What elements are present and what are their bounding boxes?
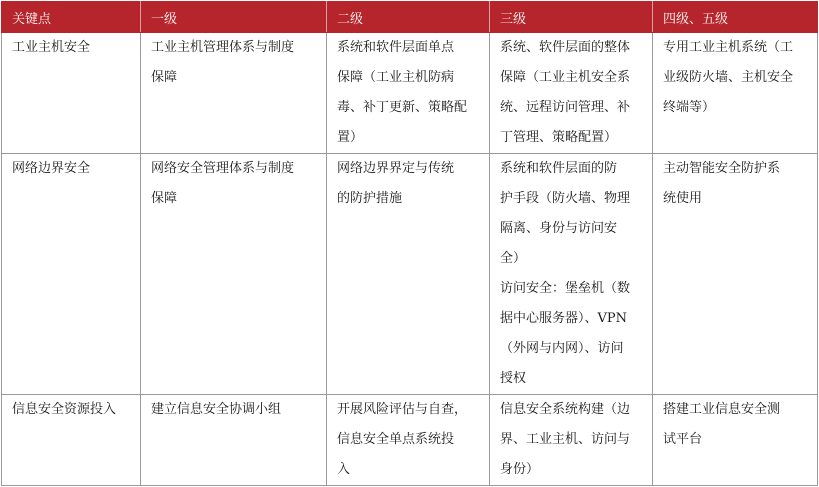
cell-line: 丁管理、策略配置） xyxy=(500,130,618,145)
cell-line: 全） xyxy=(500,251,527,266)
cell-level-3 xyxy=(490,395,653,486)
cell-line: 毒、补丁更新、策略配 xyxy=(337,100,468,115)
cell-level-1 xyxy=(141,395,327,486)
cell-level-4-5 xyxy=(653,154,818,395)
cell-line: 隔离、身份与访问安 xyxy=(500,221,618,236)
cell-line: 护手段（防火墙、物理 xyxy=(500,191,631,206)
security-maturity-table xyxy=(1,1,818,486)
cell-line: 入 xyxy=(337,462,351,477)
cell-key-point xyxy=(2,395,141,486)
cell-level-1 xyxy=(141,33,327,154)
cell-level-4-5 xyxy=(653,395,818,486)
table-row xyxy=(2,395,818,486)
cell-line: 身份） xyxy=(500,462,540,477)
cell-line: 搭建工业信息安全测 xyxy=(663,402,781,417)
cell-line: 授权 xyxy=(500,371,527,386)
cell-level-2 xyxy=(327,395,490,486)
cell-line: 保障 xyxy=(151,191,178,206)
cell-line: 统、远程访问管理、补 xyxy=(500,100,631,115)
cell-line: 建立信息安全协调小组 xyxy=(151,402,282,417)
cell-level-2 xyxy=(327,154,490,395)
cell-level-1 xyxy=(141,154,327,395)
cell-line: 访问安全：堡垒机（数 xyxy=(500,281,631,296)
cell-level-2 xyxy=(327,33,490,154)
cell-line: 试平台 xyxy=(663,432,703,447)
cell-level-4-5 xyxy=(653,33,818,154)
cell-line: 网络边界界定与传统 xyxy=(337,161,455,176)
header-level-3: 三级 xyxy=(490,2,653,33)
cell-line: 保障 xyxy=(151,70,178,85)
cell-line: 置） xyxy=(337,130,364,145)
table-row xyxy=(2,154,818,395)
cell-line: 工业主机安全 xyxy=(12,40,91,55)
cell-line: 信息安全系统构建（边 xyxy=(500,402,631,417)
cell-level-3 xyxy=(490,33,653,154)
header-level-2: 二级 xyxy=(327,2,490,33)
header-level-4-5: 四级、五级 xyxy=(653,2,818,33)
cell-line: 开展风险评估与自查， xyxy=(337,402,468,417)
cell-line: 主动智能安全防护系 xyxy=(663,161,781,176)
header-key-point: 关键点 xyxy=(2,2,141,33)
cell-line: 系统、软件层面的整体 xyxy=(500,40,631,55)
cell-line: 终端等） xyxy=(663,100,716,115)
cell-key-point xyxy=(2,33,141,154)
table-header-row xyxy=(2,2,818,33)
cell-line: 的防护措施 xyxy=(337,191,403,206)
cell-line: 界、工业主机、访问与 xyxy=(500,432,631,447)
cell-line: 保障（工业主机安全系 xyxy=(500,70,631,85)
cell-line: 据中心服务器）、VPN xyxy=(500,311,628,326)
cell-line: 网络安全管理体系与制度 xyxy=(151,161,295,176)
cell-line: （外网与内网）、访问 xyxy=(500,341,624,356)
header-level-1: 一级 xyxy=(141,2,327,33)
cell-line: 工业主机管理体系与制度 xyxy=(151,40,295,55)
cell-line: 业级防火墙、主机安全 xyxy=(663,70,794,85)
cell-line: 专用工业主机系统（工 xyxy=(663,40,794,55)
cell-line: 信息安全单点系统投 xyxy=(337,432,455,447)
cell-line: 统使用 xyxy=(663,191,703,206)
cell-line: 信息安全资源投入 xyxy=(12,402,117,417)
table-row xyxy=(2,33,818,154)
cell-line: 网络边界安全 xyxy=(12,161,91,176)
cell-line: 保障（工业主机防病 xyxy=(337,70,455,85)
cell-line: 系统和软件层面单点 xyxy=(337,40,455,55)
cell-line: 系统和软件层面的防 xyxy=(500,161,618,176)
cell-key-point xyxy=(2,154,141,395)
cell-level-3 xyxy=(490,154,653,395)
